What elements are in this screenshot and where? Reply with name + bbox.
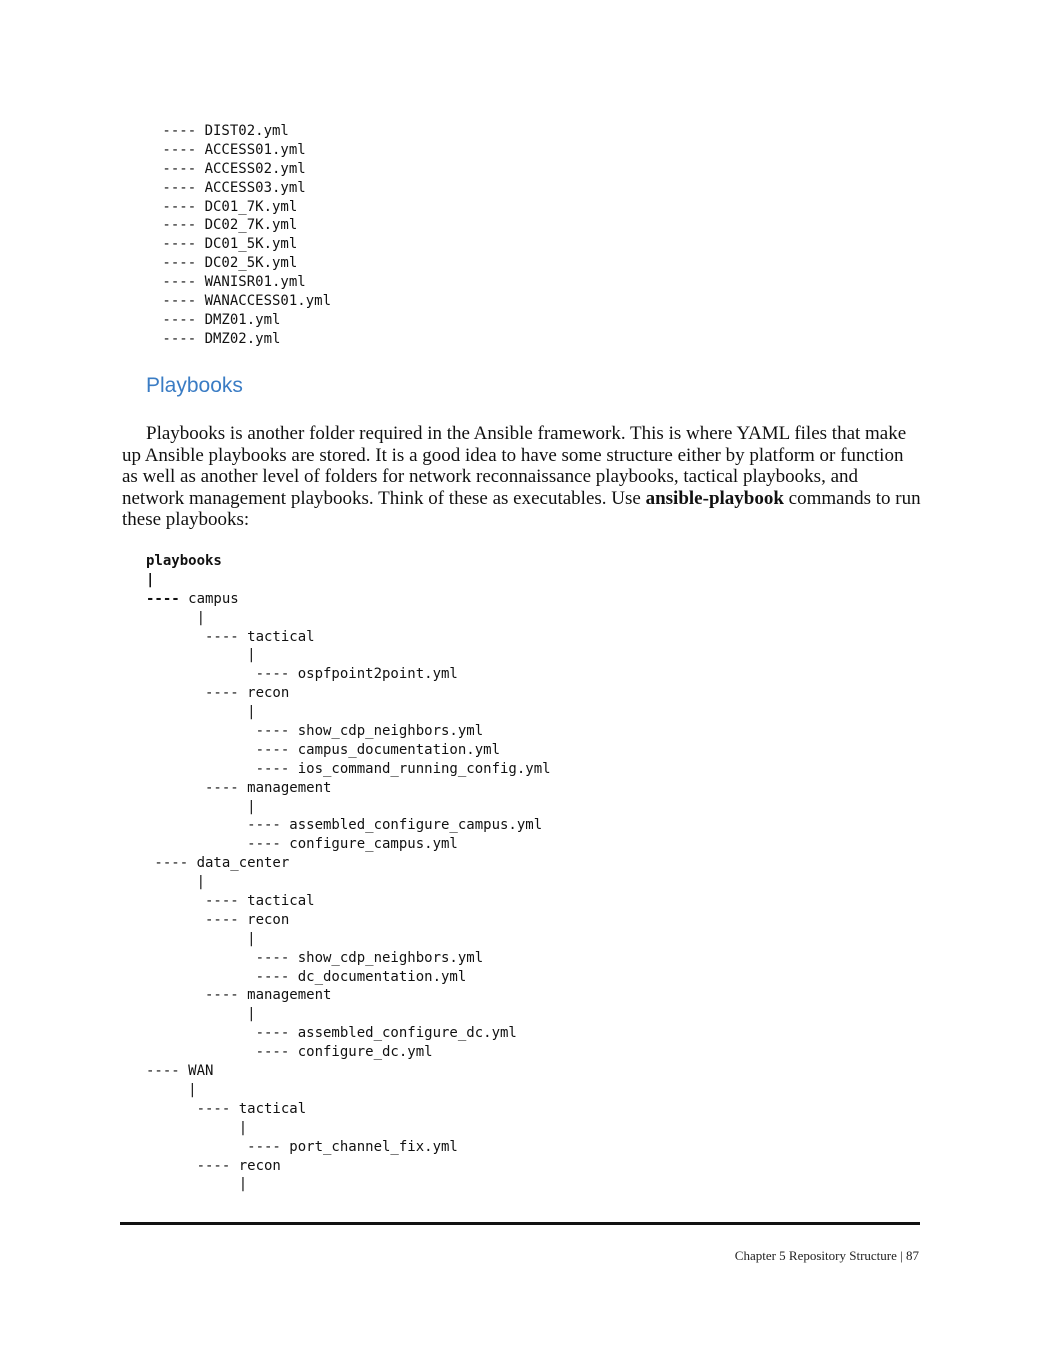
tree-line: ---- campus_documentation.yml bbox=[146, 741, 501, 758]
tree-line: | bbox=[146, 1176, 248, 1193]
tree-line: | bbox=[146, 609, 206, 626]
tree-line: | bbox=[146, 1006, 256, 1023]
body-paragraph bbox=[122, 423, 922, 531]
file-list-line: ---- DMZ02.yml bbox=[154, 330, 281, 347]
tree-root-label: playbooks bbox=[146, 553, 222, 569]
file-list-line: ---- DIST02.yml bbox=[154, 123, 289, 139]
tree-line: ---- tactical bbox=[146, 628, 315, 645]
tree-line: | bbox=[146, 874, 206, 891]
tree-line: ---- configure_campus.yml bbox=[146, 836, 458, 853]
tree-line: | bbox=[146, 798, 256, 815]
tree-line: | bbox=[146, 704, 256, 721]
tree-line: ---- assembled_configure_dc.yml bbox=[146, 1025, 517, 1042]
tree-line: | bbox=[146, 1119, 248, 1136]
file-list-line: ---- ACCESS03.yml bbox=[154, 179, 306, 196]
file-list-line: ---- WANACCESS01.yml bbox=[154, 293, 332, 310]
file-list-line: ---- DC02_7K.yml bbox=[154, 217, 298, 234]
tree-line: ---- campus bbox=[146, 590, 239, 607]
page-footer: Chapter 5 Repository Structure | 87 bbox=[734, 1248, 919, 1263]
footer-rule bbox=[120, 1222, 920, 1225]
tree-line: ---- dc_documentation.yml bbox=[146, 968, 467, 985]
file-list-line: ---- DC02_5K.yml bbox=[154, 255, 298, 272]
tree-line: ---- port_channel_fix.yml bbox=[146, 1138, 458, 1155]
tree-line: ---- configure_dc.yml bbox=[146, 1044, 433, 1061]
file-list-line: ---- ACCESS01.yml bbox=[154, 141, 306, 158]
paragraph-text: Playbooks is another folder required in the Ansible framework. This is where YAML files that make up Ansible playbooks are stored. It is a good idea to have some structure either by platform or function as well as another level of folders for network reconnaissance playbooks, tactical playbooks, and network management playbooks. Think of these as executables. Use bbox=[122, 423, 907, 509]
paragraph-text-end: commands to run these playbooks: bbox=[122, 487, 921, 531]
tree-line: | bbox=[146, 930, 256, 947]
tree-line: ---- management bbox=[146, 779, 332, 796]
tree-line: | bbox=[146, 1081, 197, 1098]
paragraph-command: ansible-playbook bbox=[645, 487, 784, 509]
tree-line: ---- management bbox=[146, 987, 332, 1004]
tree-line: ---- recon bbox=[146, 911, 290, 928]
file-list-line: ---- ACCESS02.yml bbox=[154, 160, 306, 177]
tree-line: | bbox=[146, 571, 155, 588]
file-list-line: ---- DMZ01.yml bbox=[154, 311, 281, 328]
tree-line: ---- data_center bbox=[146, 855, 290, 872]
tree-line: ---- tactical bbox=[146, 1100, 307, 1117]
section-heading: Playbooks bbox=[146, 374, 243, 397]
file-list-line: ---- DC01_5K.yml bbox=[154, 236, 298, 253]
tree-line: ---- tactical bbox=[146, 893, 315, 910]
file-list-line: ---- WANISR01.yml bbox=[154, 274, 306, 291]
tree-line: | bbox=[146, 647, 256, 664]
playbooks-directory-tree bbox=[146, 552, 551, 1194]
host-vars-file-list bbox=[154, 122, 331, 349]
tree-line: ---- ios_command_running_config.yml bbox=[146, 760, 551, 777]
tree-line: ---- ospfpoint2point.yml bbox=[146, 666, 458, 683]
file-list-line: ---- DC01_7K.yml bbox=[154, 198, 298, 215]
tree-line: ---- assembled_configure_campus.yml bbox=[146, 817, 543, 834]
tree-line: ---- recon bbox=[146, 1157, 281, 1174]
tree-line: ---- show_cdp_neighbors.yml bbox=[146, 723, 484, 740]
tree-line: ---- WAN bbox=[146, 1063, 214, 1080]
tree-line: ---- show_cdp_neighbors.yml bbox=[146, 949, 484, 966]
tree-line: ---- recon bbox=[146, 685, 290, 702]
